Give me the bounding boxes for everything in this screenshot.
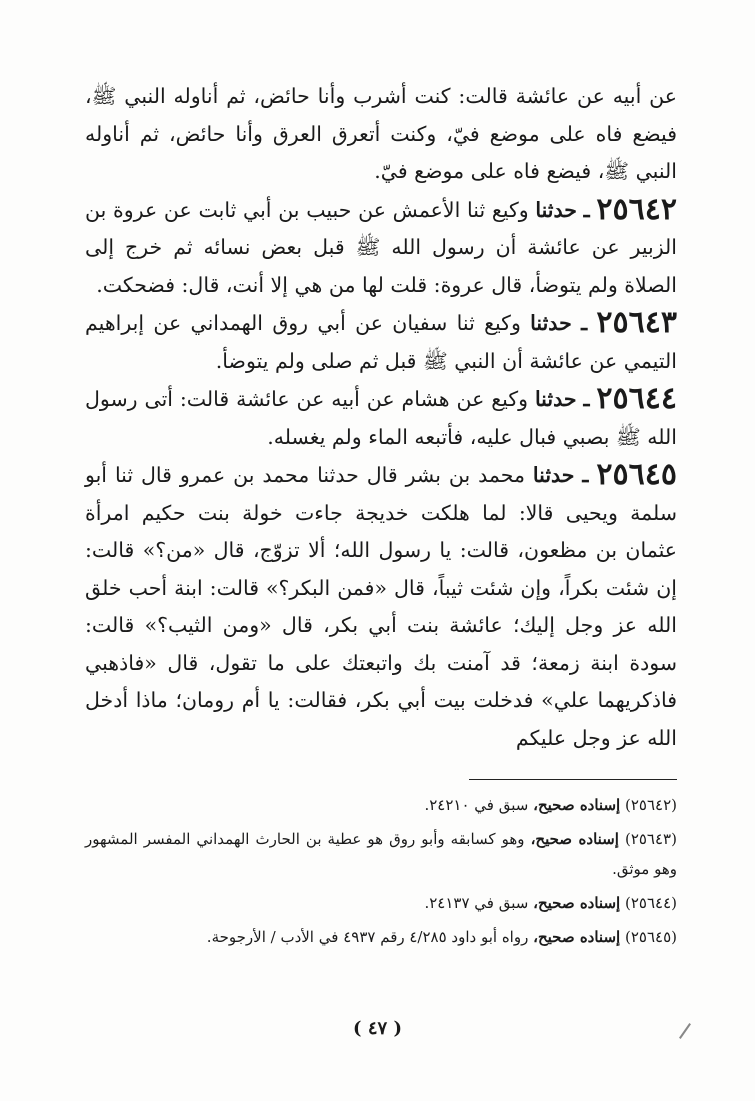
dash: ـ	[582, 463, 589, 487]
footnote-number: (٢٥٦٤٤)	[624, 894, 677, 912]
footnote	[85, 922, 677, 952]
hadith-number: ٢٥٦٤٤	[596, 381, 677, 416]
footnote-number: (٢٥٦٤٣)	[624, 830, 677, 848]
footnote-divider	[469, 779, 677, 780]
footnote	[85, 790, 677, 820]
hadith-paragraph-continued	[85, 78, 677, 191]
hadith-lead: حدثنا	[532, 463, 575, 487]
hadith-number: ٢٥٦٤٥	[596, 457, 677, 492]
footnotes	[85, 790, 677, 956]
hadith-lead: حدثنا	[530, 311, 572, 335]
footnote	[85, 888, 677, 918]
hadith-text: وكيع عن هشام عن أبيه عن عائشة قالت: أتى رسول الله ﷺ بصبي فبال عليه، فأتبعه الماء ولم يغسله.	[85, 387, 677, 449]
footnote-text: وهو كسابقه وأبو روق هو عطية بن الحارث الهمداني المفسر المشهور وهو موثق.	[85, 830, 677, 878]
hadith-text: وكيع ثنا الأعمش عن حبيب بن أبي ثابت عن عروة بن الزبير عن عائشة أن رسول الله ﷺ قبل بعض نسائه ثم خرج إلى الصلاة ولم يتوضأ، قال عروة: قلت لها من هي إلا أنت، قال: فضحكت.	[85, 197, 677, 297]
hadith-paragraph-25642	[85, 191, 677, 305]
hadith-paragraph-25645	[85, 456, 677, 757]
footnote-grade: إسناده صحيح،	[533, 796, 621, 814]
hadith-paragraph-25643	[85, 304, 677, 380]
footnote-number: (٢٥٦٤٥)	[624, 928, 677, 946]
footnote-grade: إسناده صحيح،	[533, 894, 621, 912]
hadith-paragraph-25644	[85, 380, 677, 456]
page-number: ( ٤٧ )	[353, 1018, 402, 1039]
footnote-grade: إسناده صحيح،	[533, 928, 621, 946]
dash: ـ	[581, 311, 588, 335]
hadith-lead: حدثنا	[534, 387, 577, 411]
hadith-text: محمد بن بشر قال حدثنا محمد بن عمرو قال ثنا أبو سلمة ويحيى قالا: لما هلكت خديجة جاءت خولة بنت حكيم امرأة عثمان بن مظعون، قالت: يا رسول الله؛ ألا تزوّج، قال «من؟» قالت: إن شئت بكراً، وإن شئت ثيباً، قال «فمن البكر؟» قالت: ابنة أحب خلق الله عز وجل إليك؛ عائشة بنت أبي بكر، قال «ومن الثيب؟» قالت: سودة ابنة زمعة؛ قد آمنت بك واتبعتك على ما تقول، قال «فاذهبي فاذكريهما علي» فدخلت بيت أبي بكر، فقالت: يا أم رومان؛ ماذا أدخل الله عز وجل عليكم	[85, 463, 677, 750]
footnote	[85, 824, 677, 884]
hadith-lead: حدثنا	[535, 197, 577, 222]
hadith-text: وكيع ثنا سفيان عن أبي روق الهمداني عن إبراهيم التيمي عن عائشة أن النبي ﷺ قبل ثم صلى ولم يتوضأ.	[85, 311, 677, 373]
footnote-text: سبق في ٢٤١٣٧.	[424, 894, 529, 912]
footnote-grade: إسناده صحيح،	[530, 830, 619, 848]
footnote-text: سبق في ٢٤٢١٠.	[424, 796, 529, 814]
hadith-text: عن أبيه عن عائشة قالت: كنت أشرب وأنا حائض، ثم أناوله النبي ﷺ، فيضع فاه على موضع فيّ، وكنت أتعرق العرق وأنا حائض، ثم أناوله النبي ﷺ، فيضع فاه على موضع فيّ.	[85, 84, 677, 183]
footnote-text: رواه أبو داود ٤/٢٨٥ رقم ٤٩٣٧ في الأدب / الأرجوحة.	[206, 928, 529, 946]
dash: ـ	[583, 197, 590, 222]
dash: ـ	[583, 387, 590, 411]
hadith-number: ٢٥٦٤٢	[596, 191, 677, 227]
hadith-number: ٢٥٦٤٣	[596, 305, 677, 340]
footnote-number: (٢٥٦٤٢)	[624, 796, 677, 814]
main-text	[85, 78, 677, 757]
